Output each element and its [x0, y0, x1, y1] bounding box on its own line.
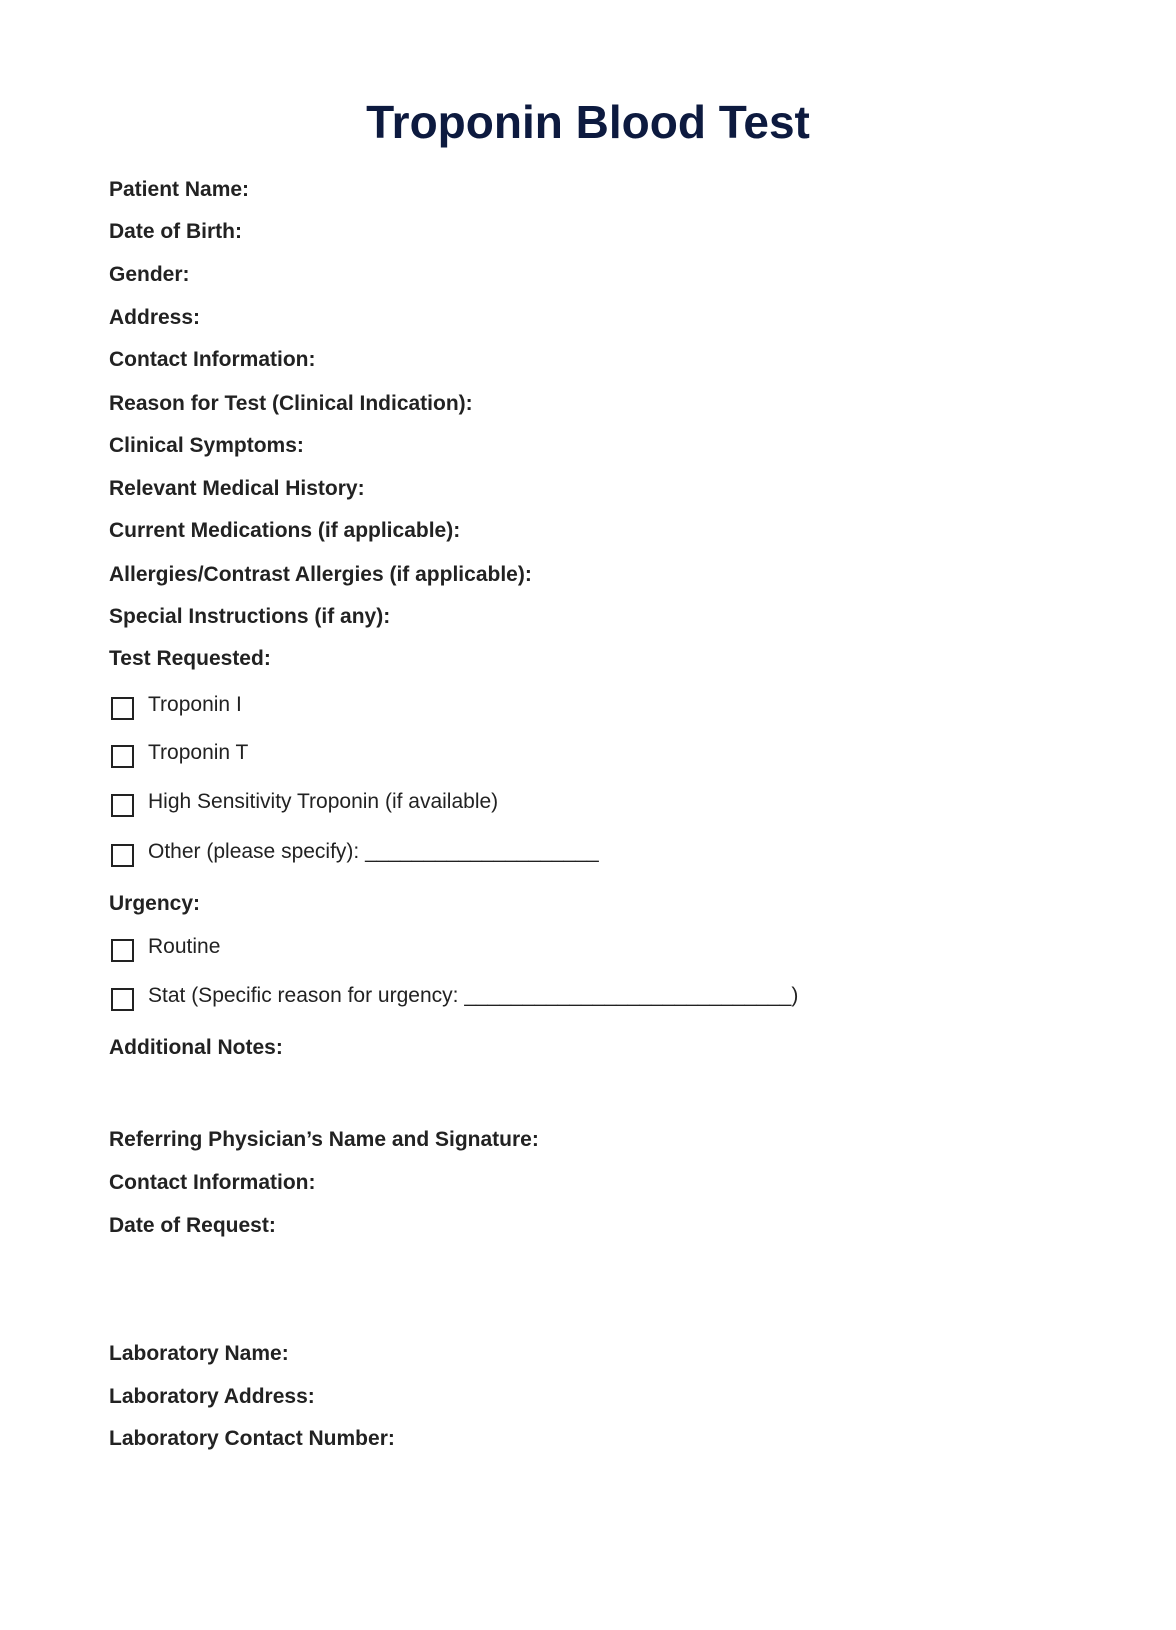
allergies-label: Allergies/Contrast Allergies (if applicable): [109, 563, 532, 586]
test-requested-label: Test Requested: [109, 647, 271, 670]
date-of-birth-label: Date of Birth: [109, 220, 242, 243]
urgency-label: Urgency: [109, 892, 201, 915]
medical-history-label: Relevant Medical History: [109, 477, 365, 500]
test-option-troponin-t[interactable] [111, 740, 248, 766]
test-option-high-sensitivity[interactable] [111, 789, 498, 815]
laboratory-name-label: Laboratory Name: [109, 1342, 289, 1365]
address-label: Address: [109, 306, 201, 329]
checkbox[interactable] [111, 794, 134, 817]
option-label: Troponin T [148, 741, 249, 764]
test-option-other[interactable] [111, 839, 599, 865]
current-medications-label: Current Medications (if applicable): [109, 519, 461, 542]
checkbox[interactable] [111, 988, 134, 1011]
special-instructions-label: Special Instructions (if any): [109, 605, 391, 628]
urgency-option-routine[interactable] [111, 934, 220, 960]
checkbox[interactable] [111, 939, 134, 962]
clinical-symptoms-label: Clinical Symptoms: [109, 434, 304, 457]
patient-name-label: Patient Name: [109, 178, 250, 201]
checkbox[interactable] [111, 745, 134, 768]
option-label: Routine [148, 935, 221, 958]
page-title: Troponin Blood Test [366, 96, 810, 148]
option-label: Troponin I [148, 693, 242, 716]
date-of-request-label: Date of Request: [109, 1214, 276, 1237]
checkbox[interactable] [111, 844, 134, 867]
reason-for-test-label: Reason for Test (Clinical Indication): [109, 392, 473, 415]
additional-notes-label: Additional Notes: [109, 1036, 283, 1059]
checkbox[interactable] [111, 697, 134, 720]
option-label: High Sensitivity Troponin (if available) [148, 790, 499, 813]
gender-label: Gender: [109, 263, 190, 286]
contact-information-label: Contact Information: [109, 348, 316, 371]
option-label: Stat (Specific reason for urgency: ____________________________) [148, 984, 799, 1007]
physician-contact-label: Contact Information: [109, 1171, 316, 1194]
physician-name-signature-label: Referring Physician’s Name and Signature: [109, 1128, 539, 1151]
urgency-option-stat[interactable] [111, 983, 798, 1009]
laboratory-contact-label: Laboratory Contact Number: [109, 1427, 395, 1450]
test-option-troponin-i[interactable] [111, 692, 242, 718]
option-label: Other (please specify): ____________________ [148, 840, 599, 863]
laboratory-address-label: Laboratory Address: [109, 1385, 315, 1408]
